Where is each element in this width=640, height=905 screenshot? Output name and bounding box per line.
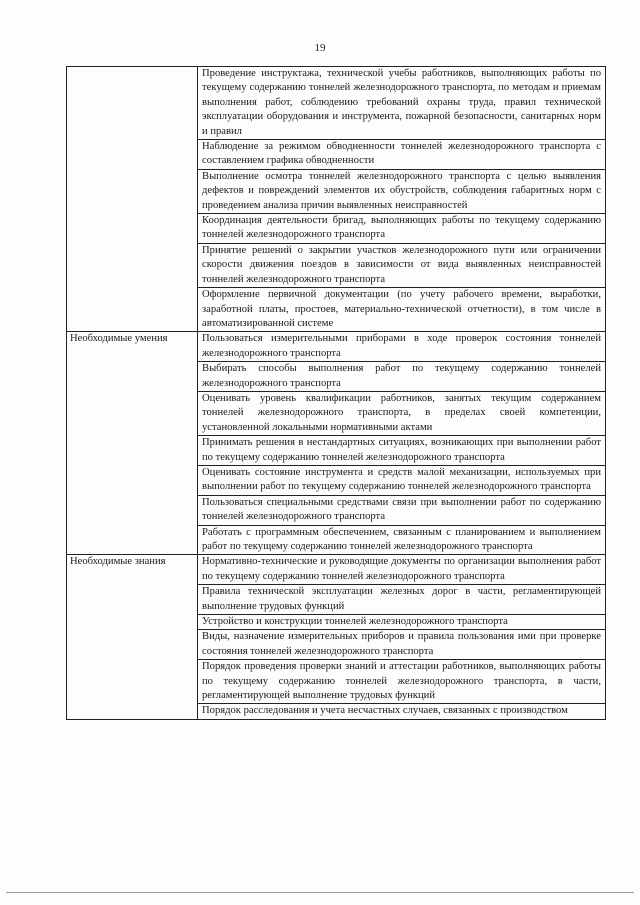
requirement-item: Проведение инструктажа, технической учебы работников, выполняющих работы по текущему содержанию тоннелей железнодорожного транспорта, по методам и приемам выполнения работ, соблюдению требований охраны труда, правил технической эксплуатации оборудования и инструмента, пожарной безопасности, санитарных норм и правил — [198, 67, 606, 140]
requirement-item: Оценивать состояние инструмента и средств малой механизации, используемых при выполнении работ по текущему содержанию тоннелей железнодорожного транспорта — [198, 465, 606, 495]
scan-edge-line — [6, 892, 634, 893]
requirement-item: Наблюдение за режимом обводненности тоннелей железнодорожного транспорта с составлением графика обводненности — [198, 140, 606, 170]
page-number: 19 — [314, 42, 326, 54]
requirement-item: Выбирать способы выполнения работ по текущему содержанию тоннелей железнодорожного транспорта — [198, 362, 606, 392]
table-row — [67, 67, 606, 140]
requirement-item: Порядок расследования и учета несчастных случаев, связанных с производством — [198, 704, 606, 719]
requirement-item: Координация деятельности бригад, выполняющих работы по текущему содержанию тоннелей железнодорожного транспорта — [198, 214, 606, 244]
requirement-item: Оценивать уровень квалификации работников, занятых текущим содержанием тоннелей железнодорожного транспорта, в пределах своей компетенции, установленной локальными нормативными актами — [198, 391, 606, 435]
requirement-item: Принятие решений о закрытии участков железнодорожного пути или ограничении скорости движения поездов в зависимости от вида выявленных неисправностей тоннелей железнодорожного транспорта — [198, 243, 606, 287]
requirement-item: Принимать решения в нестандартных ситуациях, возникающих при выполнении работ по текущему содержанию тоннелей железнодорожного транспорта — [198, 436, 606, 466]
requirement-item: Оформление первичной документации (по учету рабочего времени, выработки, заработной платы, простоев, материально-технической отчетности), в том числе в автоматизированной системе — [198, 288, 606, 332]
requirement-item: Порядок проведения проверки знаний и аттестации работников, выполняющих работы по текущему содержанию тоннелей железнодорожного транспорта, в части, регламентирующей выполнение трудовых функций — [198, 660, 606, 704]
requirement-item: Работать с программным обеспечением, связанным с планированием и выполнением работ по текущему содержанию тоннелей железнодорожного транспорта — [198, 525, 606, 555]
requirement-item: Выполнение осмотра тоннелей железнодорожного транспорта с целью выявления дефектов и повреждений элементов их обустройств, соблюдения габаритных норм с проведением анализа причин выявленных неисправностей — [198, 169, 606, 213]
requirement-item: Устройство и конструкции тоннелей железнодорожного транспорта — [198, 615, 606, 630]
requirement-item: Нормативно-технические и руководящие документы по организации выполнения работ по текущему содержанию тоннелей железнодорожного транспорта — [198, 555, 606, 585]
requirement-item: Пользоваться измерительными приборами в ходе проверок состояния тоннелей железнодорожного транспорта — [198, 332, 606, 362]
table-row — [67, 332, 606, 362]
section-label: Необходимые умения — [67, 332, 198, 555]
section-label: Необходимые знания — [67, 555, 198, 719]
table-row — [67, 555, 606, 585]
requirement-item: Пользоваться специальными средствами связи при выполнении работ по содержанию тоннелей железнодорожного транспорта — [198, 495, 606, 525]
requirement-item: Правила технической эксплуатации железных дорог в части, регламентирующей выполнение трудовых функций — [198, 585, 606, 615]
section-label — [67, 67, 198, 332]
labor-functions-table — [66, 66, 606, 720]
requirement-item: Виды, назначение измерительных приборов и правила пользования ими при проверке состояния тоннелей железнодорожного транспорта — [198, 630, 606, 660]
